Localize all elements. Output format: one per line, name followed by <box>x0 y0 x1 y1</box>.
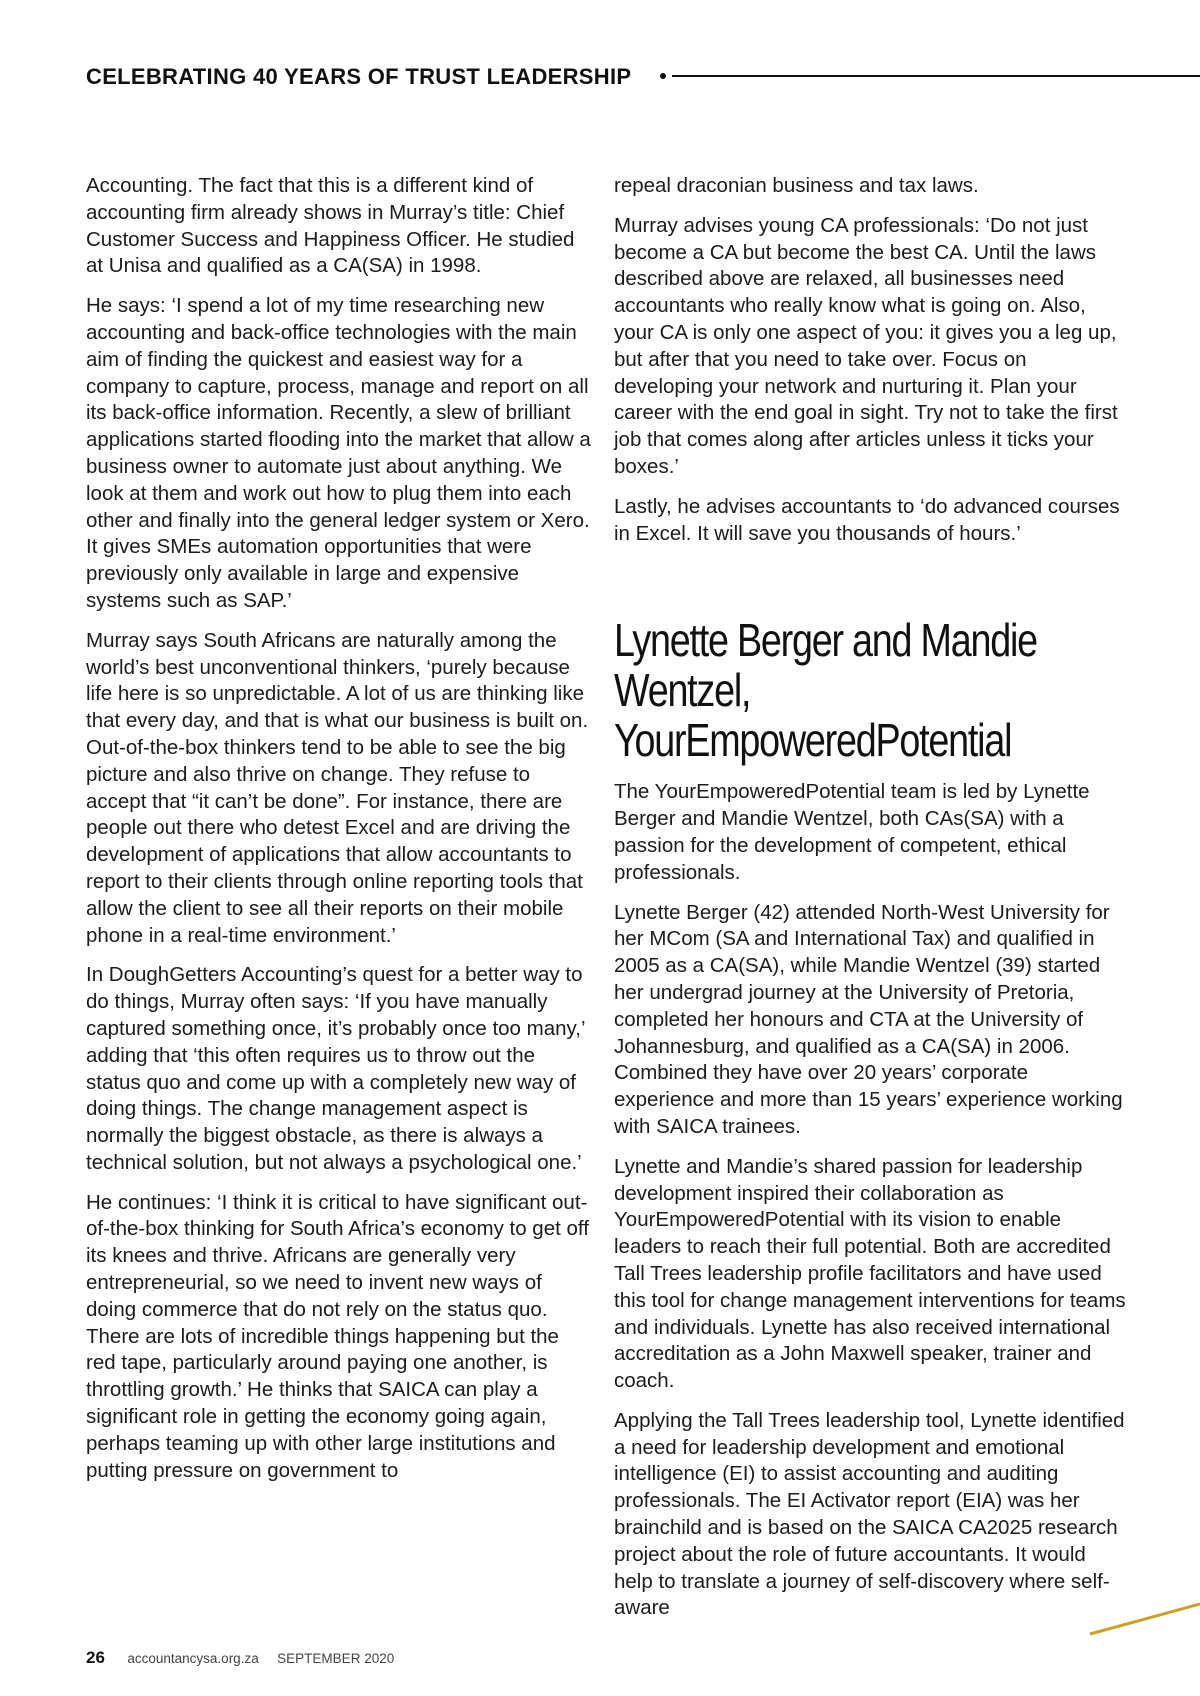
right-paragraph-4: The YourEmpoweredPotential team is led by Lynette Berger and Mandie Wentzel, both CAs(SA) with a passion for the development of competent, ethical professionals. <box>614 780 1090 884</box>
right-paragraph-6: Lynette and Mandie’s shared passion for leadership development inspired their collaboration as YourEmpoweredPotential with its vision to enable leaders to reach their full potential. Both are accredited Tall Trees leadership profile facilitators and have used this tool for change management interventions for teams and individuals. Lynette has also received international accreditation as a John Maxwell speaker, trainer and coach. <box>614 1154 1126 1393</box>
page-number: 26 <box>86 1648 105 1667</box>
left-paragraph-1: Accounting. The fact that this is a different kind of accounting firm already shows in Murray’s title: Chief Customer Success and Happiness Officer. He studied at Unisa and qualified as a CA(SA) in 1998. <box>86 174 575 278</box>
footer-date: SEPTEMBER 2020 <box>277 1651 395 1666</box>
right-paragraph-7: Applying the Tall Trees leadership tool, Lynette identified a need for leadership development and emotional intelligence (EI) to assist accounting and auditing professionals. The EI Activator report (EIA) was her brainchild and is based on the SAICA CA2025 research project about the role of future accountants. It would help to translate a journey of self-discovery where self-aware <box>614 1408 1125 1620</box>
right-paragraph-5: Lynette Berger (42) attended North-West University for her MCom (SA and International Tax) and qualified in 2005 as a CA(SA), while Mandie Wentzel (39) started her undergrad journey at the University of Pretoria, completed her honours and CTA at the University of Johannesburg, and qualified as a CA(SA) in 2006. Combined they have over 20 years’ corporate experience and more than 15 years’ experience working with SAICA trainees. <box>614 900 1123 1138</box>
right-paragraph-2: Murray advises young CA professionals: ‘Do not just become a CA but become the best CA. Until the laws described above are relaxed, all businesses need accountants who really know what is going on. Also, your CA is only one aspect of you: it gives you a leg up, but after that you need to take over. Focus on developing your network and nurturing it. Plan your career with the end goal in sight. Try not to take the first job that comes along after articles unless it ticks your boxes.’ <box>614 213 1118 478</box>
left-paragraph-5: He continues: ‘I think it is critical to have significant out-of-the-box thinking for South Africa’s economy to get off its knees and thrive. Africans are generally very entrepreneurial, so we need to invent new ways of doing commerce that do not rely on the status quo. There are lots of incredible things happening but the red tape, particularly around paying one another, is throttling growth.’ He thinks that SAICA can play a significant role in getting the economy going again, perhaps teaming up with other large institutions and putting pressure on government to <box>86 1190 589 1482</box>
right-paragraph-1: repeal draconian business and tax laws. <box>614 174 979 197</box>
left-paragraph-3: Murray says South Africans are naturally among the world’s best unconventional thinkers, ‘purely because life here is so unpredictable. A lot of us are thinking like that every day, and that is what our business is built on. Out-of-the-box thinkers tend to be able to see the big picture and also thrive on change. They refuse to accept that “it can’t be done”. For instance, there are people out there who detest Excel and are driving the development of applications that allow accountants to report to their clients through online reporting tools that allow the client to see all their reports on their mobile phone in a real-time environment.’ <box>86 628 589 947</box>
section-heading: Lynette Berger and Mandie Wentzel, YourEmpoweredPotential <box>614 614 1037 767</box>
page-header-title: CELEBRATING 40 YEARS OF TRUST LEADERSHIP <box>86 64 632 89</box>
left-paragraph-4: In DoughGetters Accounting’s quest for a better way to do things, Murray often says: ‘If you have manually captured something once, it’s probably once too many,’ adding that ‘this often requires us to throw out the status quo and come up with a completely new way of doing things. The change management aspect is normally the biggest obstacle, as there is always a technical solution, but not always a psychological one.’ <box>86 963 585 1174</box>
footer-website: accountancysa.org.za <box>127 1651 259 1666</box>
right-paragraph-3: Lastly, he advises accountants to ‘do advanced courses in Excel. It will save you thousands of hours.’ <box>614 494 1120 545</box>
page-footer <box>86 1648 408 1668</box>
left-paragraph-2: He says: ‘I spend a lot of my time researching new accounting and back-office technologies with the main aim of finding the quickest and easiest way for a company to capture, process, manage and report on all its back-office information. Recently, a slew of brilliant applications started flooding into the market that allow a business owner to automate just about anything. We look at them and work out how to plug them into each other and finally into the general ledger system or Xero. It gives SMEs automation opportunities that were previously only available in large and expensive systems such as SAP.’ <box>86 294 591 612</box>
gold-accent-stroke <box>1090 1604 1200 1634</box>
